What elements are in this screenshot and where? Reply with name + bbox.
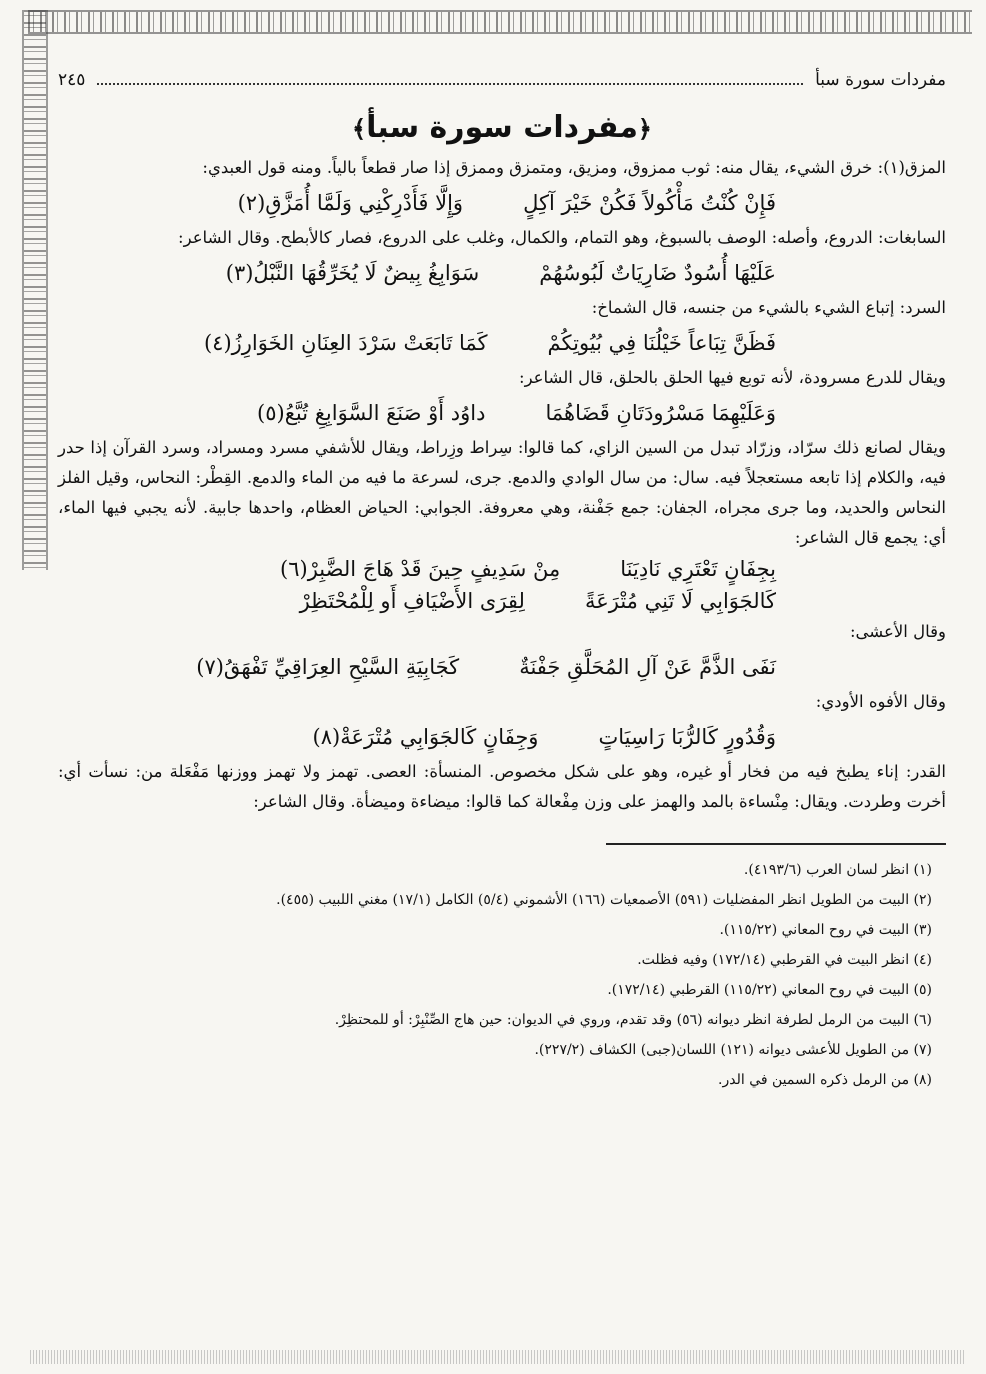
paragraph: ويقال للدرع مسرودة، لأنه توبع فيها الحلق بالحلق، قال الشاعر: xyxy=(519,368,946,387)
verse-hemistich: مِنْ سَدِيفٍ حِينَ قَدْ هَاجَ الضَّبِرْ(٦) xyxy=(280,557,561,581)
paragraph: السرد: إتباع الشيء بالشيء من جنسه، قال الشماخ: xyxy=(591,298,946,317)
verse-hemistich: وَقُدُورٍ كَالرُّبَا رَاسِيَاتٍ xyxy=(598,725,776,749)
running-header xyxy=(58,70,946,100)
footnote: (٤) انظر البيت في القرطبي (١٧٢/١٤) وفيه فظلت. xyxy=(637,952,932,968)
title-ornament-close: ﴾ xyxy=(352,115,367,143)
verse-line xyxy=(58,717,946,757)
verse-hemistich: كَمَا تَابَعَتْ سَرْدَ العِنَانِ الخَوَارِزُ(٤) xyxy=(203,331,488,355)
footnote: (٥) البيت في روح المعاني (١١٥/٢٢) القرطبي (١٧٢/١٤). xyxy=(607,982,932,998)
footnote: (٨) من الرمل ذكره السمين في الدر. xyxy=(718,1072,932,1088)
verse-line xyxy=(58,553,946,585)
decorative-border-bottom xyxy=(30,1350,966,1364)
verse-hemistich: وَإِلَّا فَأَدْرِكْنِي وَلَمَّا أُمَزَّقِ(٢) xyxy=(237,191,464,215)
title-ornament-open: ﴿ xyxy=(637,115,652,143)
paragraph: القدر: إناء يطبخ فيه من فخار أو غيره، وهو على شكل مخصوص. المنسأة: العصى. تهمز ولا تهمز ووزنها مَفْعَلة من: نسأت أي: أخرت وطردت. ويقال: مِنْساءة بالمد والهمز على وزن مِفْعالة كما قالوا: ميضاءة وميضأة. وقال الشاعر: xyxy=(58,762,946,811)
verse-hemistich: عَلَيْهَا أُسُودٌ ضَارِيَاتٌ لَبُوسُهُمْ xyxy=(539,261,776,285)
footnote: (٧) من الطويل للأعشى ديوانه (١٢١) اللسان(جبى) الكشاف (٢٢٧/٢). xyxy=(534,1042,932,1058)
verse-hemistich: لِقِرَى الأَضْيَافِ أَو لِلْمُحْتَظِرْ xyxy=(299,589,525,613)
verse-hemistich: وَعَلَيْهِمَا مَسْرُودَتَانِ قَضَاهُمَا xyxy=(545,401,776,425)
verse-hemistich: كَجَابِيَةِ السَّيْحِ العِرَاقِيِّ تَفْهَقُ(٧) xyxy=(196,655,460,679)
verse-line xyxy=(58,183,946,223)
decorative-border-top xyxy=(28,10,972,34)
section-title xyxy=(58,110,946,145)
verse-line xyxy=(58,253,946,293)
paragraph: وقال الأعشى: xyxy=(850,622,946,641)
verse-hemistich: داوُد أَوْ صَنَعَ السَّوَابِغِ تُبَّعُ(٥) xyxy=(257,401,486,425)
footnote-separator xyxy=(606,843,946,845)
verse-line xyxy=(58,323,946,363)
verse-line xyxy=(58,647,946,687)
verse-hemistich: بِجِفَانٍ تَعْتَرِي نَادِيَنَا xyxy=(620,557,776,581)
decorative-border-left xyxy=(22,10,48,570)
verse-line xyxy=(58,585,946,617)
paragraph: وقال الأفوه الأودي: xyxy=(815,692,946,711)
page-content xyxy=(58,70,946,1334)
verse-hemistich: فَظَنَّ تِبَاعاً خَيْلُنَا فِي بُيُوتِكُمْ xyxy=(547,331,776,355)
footnote: (١) انظر لسان العرب (٤١٩٣/٦). xyxy=(743,862,932,878)
verse-hemistich: نَفَى الذَّمَّ عَنْ آلِ المُحَلَّقِ جَفْنَةٌ xyxy=(519,655,776,679)
verse-hemistich: وَجِفَانٍ كَالجَوَابِي مُتْرَعَةْ(٨) xyxy=(312,725,539,749)
main-text xyxy=(58,153,946,817)
footnote: (٦) البيت من الرمل لطرفة انظر ديوانه (٥٦) وقد تقدم، وروي في الديوان: حين هاج الصِّنْبِرْ: أو للمحتظِرْ. xyxy=(334,1012,932,1028)
paragraph: المزق(١): خرق الشيء، يقال منه: ثوب ممزوق، ومزيق، ومتمزق وممزق إذا صار قطعاً بالياً. ومنه قول العبدي: xyxy=(202,158,946,177)
footnotes xyxy=(58,855,946,1095)
page-number: ٢٤٥ xyxy=(58,70,86,90)
running-title: مفردات سورة سبأ xyxy=(815,70,946,90)
paragraph: السابغات: الدروع، وأصله: الوصف بالسبوغ، وهو التمام، والكمال، وغلب على الدروع، فصار كالأبطح. وقال الشاعر: xyxy=(178,228,946,247)
verse-hemistich: كَالجَوَابِي لَا تَنِي مُتْرَعَةً xyxy=(584,589,776,613)
footnote: (٢) البيت من الطويل انظر المفضليات (٥٩١) الأصمعيات (١٦٦) الأشموني (٥/٤) الكامل (١٧/١) مغني اللبيب (٤٥٥). xyxy=(276,892,932,908)
paragraph: ويقال لصانع ذلك سرّاد، وزرّاد تبدل من السين الزاي، كما قالوا: سِراط وزِراط، ويقال للأشفي مسرد ومسراد، وسرد القرآن إذا حدر فيه، والكلام إذا تابعه مستعجلاً فيه. سال: من سال الوادي والدمع. جرى، لسرعة ما فيه من الماء والدمع. القِطْر: النحاس، وقيل الفلز النحاس والحديد، وما جرى مجراه، الجفان: جمع جَفْنة، وهي معروفة. الجوابي: الحياض العظام، واحدها جابية. لأنه يجبي فيها الماء، أي: يجمع قال الشاعر: xyxy=(58,438,946,547)
verse-line xyxy=(58,393,946,433)
verse-hemistich: سَوَابِغُ بِيضٌ لَا يُخَرِّقُهَا النَّبْلُ(٣) xyxy=(225,261,480,285)
leader-dots xyxy=(97,73,803,85)
footnote: (٣) البيت في روح المعاني (١١٥/٢٢). xyxy=(719,922,932,938)
verse-hemistich: فَإِنْ كُنْتُ مَأْكُولاً فَكُنْ خَيْرَ آكِلٍ xyxy=(523,191,776,215)
title-text: مفردات سورة سبأ xyxy=(366,110,638,145)
